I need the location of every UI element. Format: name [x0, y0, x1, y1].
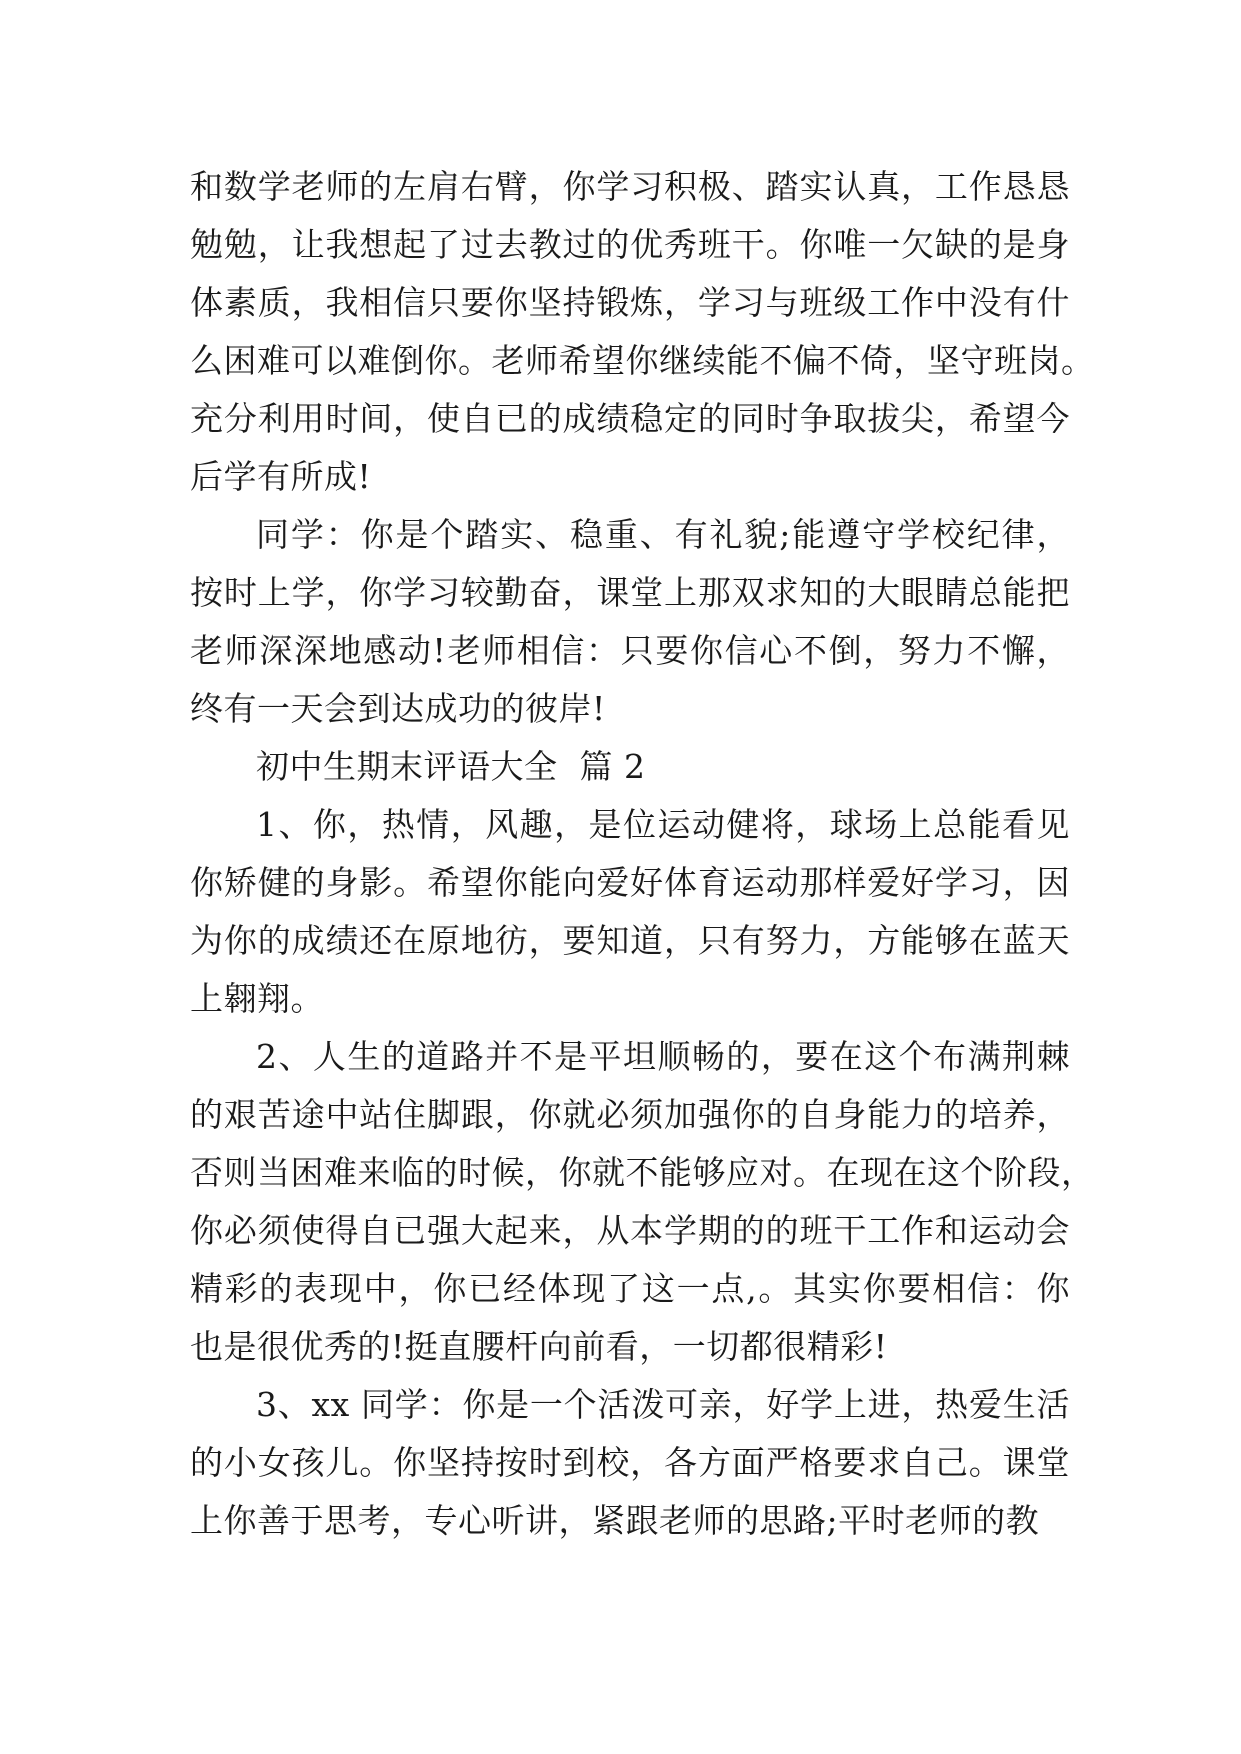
- text-line: 老师深深地感动!老师相信：只要你信心不倒，努力不懈，: [190, 631, 1070, 670]
- text-line: 后学有所成!: [190, 457, 372, 496]
- text-line: 也是很优秀的!挺直腰杆向前看，一切都很精彩!: [190, 1327, 888, 1366]
- text-line: 精彩的表现中，你已经体现了这一点,。其实你要相信：你: [190, 1269, 1070, 1308]
- text-line: 勉勉，让我想起了过去教过的优秀班干。你唯一欠缺的是身: [190, 225, 1070, 264]
- text-line: 充分利用时间，使自已的成绩稳定的同时争取拔尖，希望今: [190, 399, 1070, 438]
- text-line: 上翱翔。: [190, 979, 324, 1018]
- text-line: 2、人生的道路并不是平坦顺畅的，要在这个布满荆棘: [256, 1037, 1070, 1076]
- paragraph: [190, 506, 1070, 738]
- text-line: 否则当困难来临的时候，你就不能够应对。在现在这个阶段，: [190, 1153, 1095, 1192]
- text-line: 终有一天会到达成功的彼岸!: [190, 689, 606, 728]
- text-line: 体素质，我相信只要你坚持锻炼，学习与班级工作中没有什: [190, 283, 1070, 322]
- text-line: 3、xx 同学：你是一个活泼可亲，好学上进，热爱生活: [256, 1385, 1070, 1424]
- text-line: 1、你，热情，风趣，是位运动健将，球场上总能看见: [256, 805, 1070, 844]
- text-line: 的小女孩儿。你坚持按时到校，各方面严格要求自己。课堂: [190, 1443, 1070, 1482]
- text-line: 按时上学，你学习较勤奋，课堂上那双求知的大眼睛总能把: [190, 573, 1070, 612]
- paragraph: [190, 158, 1095, 506]
- paragraph: [190, 796, 1070, 1028]
- text-line: 你矫健的身影。希望你能向爱好体育运动那样爱好学习，因: [190, 863, 1070, 902]
- text-line: 初中生期末评语大全 篇 2: [256, 747, 646, 786]
- text-line: 上你善于思考，专心听讲，紧跟老师的思路;平时老师的教: [190, 1501, 1040, 1540]
- text-line: 么困难可以难倒你。老师希望你继续能不偏不倚，坚守班岗。: [190, 341, 1095, 380]
- text-line: 同学：你是个踏实、稳重、有礼貌;能遵守学校纪律，: [256, 515, 1070, 554]
- text-line: 的艰苦途中站住脚跟，你就必须加强你的自身能力的培养，: [190, 1095, 1070, 1134]
- paragraph: [190, 1376, 1070, 1550]
- text-line: 为你的成绩还在原地彷，要知道，只有努力，方能够在蓝天: [190, 921, 1070, 960]
- document-body: [190, 158, 1095, 1550]
- text-line: 和数学老师的左肩右臂，你学习积极、踏实认真，工作恳恳: [190, 167, 1070, 206]
- paragraph: [190, 738, 1070, 796]
- paragraph: [190, 1028, 1095, 1376]
- text-line: 你必须使得自已强大起来，从本学期的的班干工作和运动会: [190, 1211, 1070, 1250]
